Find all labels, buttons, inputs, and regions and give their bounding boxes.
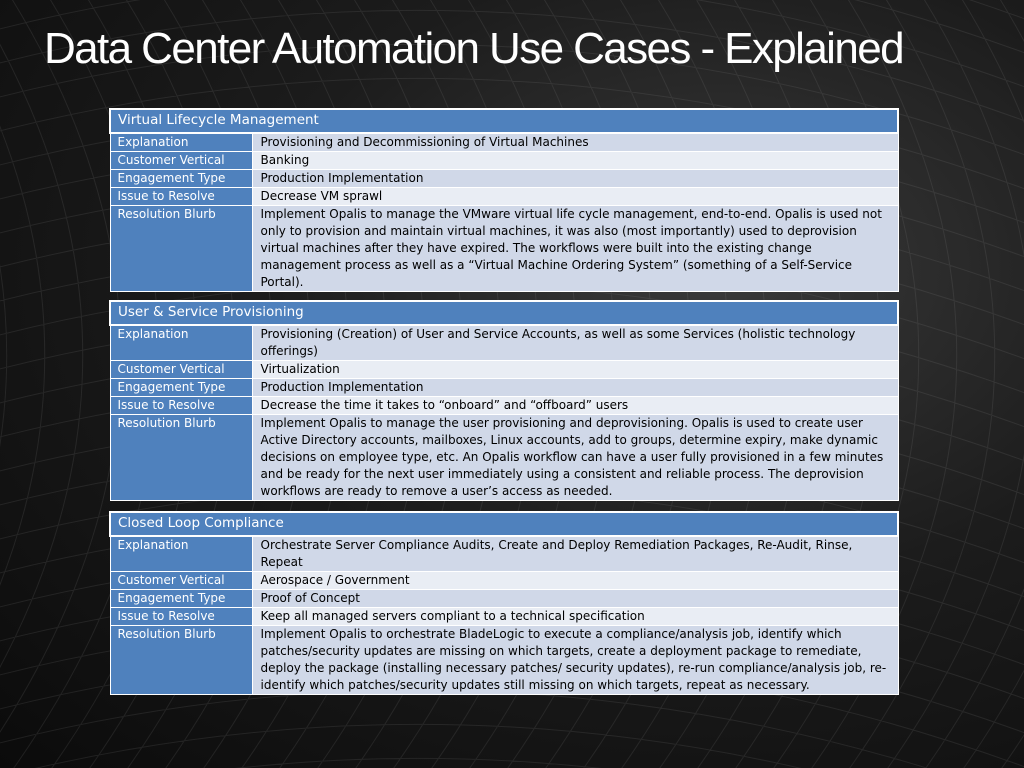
row-label: Customer Vertical bbox=[110, 572, 252, 590]
row-value: Implement Opalis to orchestrate BladeLogic to execute a compliance/analysis job, identify which patches/security updates are missing on which targets, create a deployment package to remediate, deploy the package (installing necessary patches/ security updates), re-run compliance/analysis job, re-identify which patches/security updates still missing on which targets, repeat as necessary. bbox=[252, 626, 898, 695]
table-row bbox=[110, 379, 898, 397]
row-value: Implement Opalis to manage the user provisioning and deprovisioning. Opalis is used to create user Active Directory accounts, mailboxes, Linux accounts, add to groups, determine expiry, make dynamic decisions on employee type, etc. An Opalis workflow can have a user fully provisioned in a few minutes and be ready for the next user immediately using a consistent and reliable process. The deprovision workflows are ready to remove a user’s access as needed. bbox=[252, 415, 898, 501]
table-row bbox=[110, 536, 898, 572]
row-value: Orchestrate Server Compliance Audits, Create and Deploy Remediation Packages, Re-Audit, Rinse, Repeat bbox=[252, 536, 898, 572]
table-row bbox=[110, 206, 898, 292]
row-label: Customer Vertical bbox=[110, 152, 252, 170]
row-value: Aerospace / Government bbox=[252, 572, 898, 590]
row-label: Engagement Type bbox=[110, 379, 252, 397]
row-label: Resolution Blurb bbox=[110, 626, 252, 695]
table-row bbox=[110, 415, 898, 501]
table-row bbox=[110, 608, 898, 626]
use-case-table-closed-loop-compliance bbox=[109, 511, 899, 695]
row-value: Production Implementation bbox=[252, 379, 898, 397]
table-heading: Closed Loop Compliance bbox=[110, 512, 898, 536]
table-heading: Virtual Lifecycle Management bbox=[110, 109, 898, 133]
row-value: Production Implementation bbox=[252, 170, 898, 188]
table-row bbox=[110, 152, 898, 170]
row-value: Virtualization bbox=[252, 361, 898, 379]
row-label: Explanation bbox=[110, 133, 252, 152]
row-label: Issue to Resolve bbox=[110, 608, 252, 626]
row-value: Implement Opalis to manage the VMware virtual life cycle management, end-to-end. Opalis is used not only to provision and maintain virtual machines, it was also (most importantly) used to deprovision virtual machines after they have expired. The workflows were built into the existing change management process as well as a “Virtual Machine Ordering System” (something of a Self-Service Portal). bbox=[252, 206, 898, 292]
row-value: Proof of Concept bbox=[252, 590, 898, 608]
slide-title: Data Center Automation Use Cases - Explained bbox=[44, 24, 903, 73]
use-case-table-user-service-provisioning bbox=[109, 300, 899, 501]
table-heading: User & Service Provisioning bbox=[110, 301, 898, 325]
row-label: Resolution Blurb bbox=[110, 206, 252, 292]
table-row bbox=[110, 170, 898, 188]
row-value: Decrease the time it takes to “onboard” and “offboard” users bbox=[252, 397, 898, 415]
row-label: Engagement Type bbox=[110, 590, 252, 608]
row-label: Issue to Resolve bbox=[110, 397, 252, 415]
row-label: Explanation bbox=[110, 536, 252, 572]
row-value: Provisioning (Creation) of User and Service Accounts, as well as some Services (holistic technology offerings) bbox=[252, 325, 898, 361]
use-case-table-virtual-lifecycle bbox=[109, 108, 899, 292]
row-value: Keep all managed servers compliant to a technical specification bbox=[252, 608, 898, 626]
row-value: Decrease VM sprawl bbox=[252, 188, 898, 206]
row-label: Customer Vertical bbox=[110, 361, 252, 379]
table-row bbox=[110, 626, 898, 695]
table-row bbox=[110, 361, 898, 379]
table-row bbox=[110, 133, 898, 152]
row-value: Provisioning and Decommissioning of Virtual Machines bbox=[252, 133, 898, 152]
row-label: Explanation bbox=[110, 325, 252, 361]
row-value: Banking bbox=[252, 152, 898, 170]
table-row bbox=[110, 325, 898, 361]
table-row bbox=[110, 188, 898, 206]
row-label: Resolution Blurb bbox=[110, 415, 252, 501]
row-label: Engagement Type bbox=[110, 170, 252, 188]
row-label: Issue to Resolve bbox=[110, 188, 252, 206]
table-row bbox=[110, 397, 898, 415]
table-row bbox=[110, 590, 898, 608]
table-row bbox=[110, 572, 898, 590]
